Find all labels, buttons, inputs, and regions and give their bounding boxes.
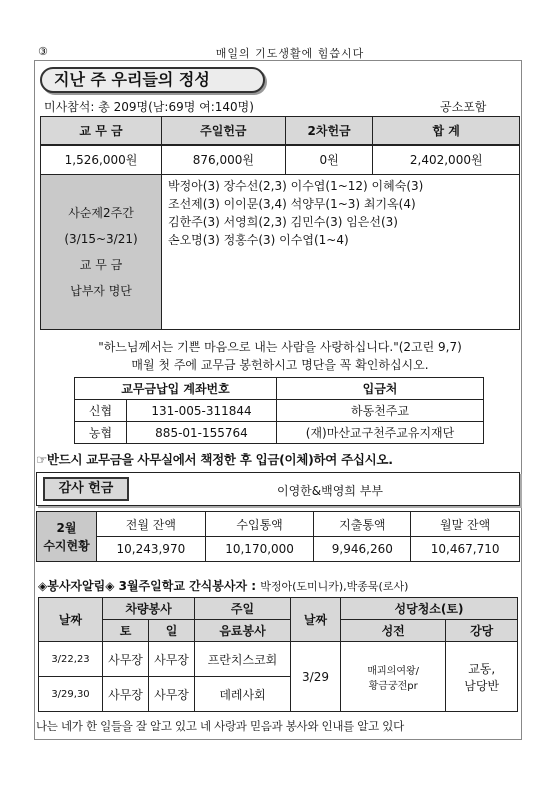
date-header: 날짜	[39, 598, 103, 642]
offering-header: 합 계	[373, 117, 520, 145]
bank-name: 농협	[75, 422, 127, 444]
finance-value: 10,467,710	[411, 537, 520, 562]
sunday-header: 주일	[195, 598, 291, 620]
finance-header: 수입통액	[205, 512, 314, 537]
finance-header-row	[37, 512, 520, 537]
donor-line: 손오명(3) 정홍수(3) 이수엽(1~4)	[168, 233, 349, 247]
account-number: 885-01-155764	[127, 422, 277, 444]
cleaning-hall-line: 교동,	[468, 661, 496, 676]
finance-value: 10,170,000	[205, 537, 314, 562]
volunteer-sun: 사무장	[149, 642, 195, 677]
cleaning-hall	[446, 642, 518, 712]
drinks-header: 음료봉사	[195, 620, 291, 642]
volunteer-drinks: 프란치스코회	[195, 642, 291, 677]
finance-header: 전월 잔액	[97, 512, 206, 537]
attendance-text: 미사참석: 총 209명(남:69명 여:140명)	[44, 100, 254, 114]
offering-value: 0원	[285, 145, 373, 175]
date-header-2: 날짜	[291, 598, 341, 642]
volunteer-sun: 사무장	[149, 677, 195, 712]
volunteer-drinks: 데레사회	[195, 677, 291, 712]
cleaning-date: 3/29	[291, 642, 341, 712]
donor-line: 김한주(3) 서영희(2,3) 김민수(3) 임은선(3)	[168, 215, 398, 229]
cleaning-header: 성당청소(토)	[341, 598, 518, 620]
thanksgiving-box	[36, 472, 520, 506]
quote-line: 매월 첫 주에 교무금 봉헌하시고 명단을 꼭 확인하십시오.	[131, 358, 429, 372]
volunteer-header-row	[39, 598, 518, 620]
offering-header: 주일헌금	[162, 117, 286, 145]
scripture-quote	[40, 338, 520, 374]
volunteer-heading-text: ◈봉사자알림◈ 3월주일학교 간식봉사자 :	[38, 579, 257, 593]
volunteer-subheader-row	[39, 620, 518, 642]
finance-month: 2월	[56, 520, 77, 535]
recipient-name: (재)마산교구천주교유지재단	[277, 422, 484, 444]
cleaning-sanctuary-line: 매괴의여왕/	[367, 665, 420, 677]
thanksgiving-donors: 이영한&백영희 부부	[277, 484, 383, 498]
recipient-name: 하동천주교	[277, 400, 484, 422]
sunday-sub-header: 일	[149, 620, 195, 642]
finance-value: 10,243,970	[97, 537, 206, 562]
recipient-header: 입금처	[277, 378, 484, 400]
footer-verse: 나는 네가 한 일들을 잘 알고 있고 네 사랑과 믿음과 봉사와 인내를 알고 있다	[36, 719, 404, 733]
cleaning-sanctuary-line: 황금궁전pr	[368, 680, 418, 692]
donor-label-line: 교 무 금	[79, 258, 123, 272]
offering-header: 교 무 금	[41, 117, 162, 145]
account-header: 교무금납입 계좌번호	[75, 378, 277, 400]
donor-label-line: 납부자 명단	[70, 284, 132, 298]
cleaning-sanctuary	[341, 642, 446, 712]
saturday-header: 토	[103, 620, 149, 642]
quote-line: "하느님께서는 기쁜 마음으로 내는 사람을 사랑하십니다."(2고린 9,7)	[98, 340, 462, 354]
hall-header: 강당	[446, 620, 518, 642]
page-header: 매일의 기도생활에 힘씁시다	[215, 47, 365, 60]
payment-warning: ☞반드시 교무금을 사무실에서 책정한 후 입금(이체)하여 주십시오.	[36, 452, 393, 467]
offering-value: 1,526,000원	[41, 145, 162, 175]
offering-header-row	[41, 117, 520, 145]
donor-line: 박정아(3) 장수선(2,3) 이수엽(1~12) 이혜숙(3)	[168, 179, 424, 193]
donor-label-line: 사순제2주간	[68, 206, 134, 220]
offering-value: 2,402,000원	[373, 145, 520, 175]
finance-table	[36, 511, 520, 562]
cleaning-hall-line: 남당반	[464, 678, 500, 693]
offering-table	[40, 116, 520, 330]
volunteer-heading-names: 박정아(도미니카),박종묵(로사)	[260, 580, 409, 593]
donor-line: 조선제(3) 이이문(3,4) 석양무(1~3) 최기옥(4)	[168, 197, 416, 211]
finance-row-label	[37, 512, 97, 562]
donor-row	[41, 175, 520, 330]
account-number: 131-005-311844	[127, 400, 277, 422]
finance-header: 월말 잔액	[411, 512, 520, 537]
account-row	[75, 422, 484, 444]
offering-value: 876,000원	[162, 145, 286, 175]
thanksgiving-label: 감사 헌금	[43, 477, 129, 501]
finance-header: 지출통액	[314, 512, 411, 537]
volunteer-date: 3/29,30	[39, 677, 103, 712]
finance-label: 수지현황	[43, 538, 90, 553]
sanctuary-header: 성전	[341, 620, 446, 642]
volunteer-sat: 사무장	[103, 642, 149, 677]
volunteer-heading	[38, 577, 408, 594]
volunteer-date: 3/22,23	[39, 642, 103, 677]
offering-values-row	[41, 145, 520, 175]
account-table	[74, 377, 484, 444]
volunteer-sat: 사무장	[103, 677, 149, 712]
attendance-note: 공소포함	[440, 100, 487, 114]
finance-value: 9,946,260	[314, 537, 411, 562]
volunteer-table	[38, 597, 518, 712]
donor-label-line: (3/15~3/21)	[64, 232, 138, 246]
bank-name: 신협	[75, 400, 127, 422]
donor-label	[41, 175, 162, 330]
volunteer-row	[39, 642, 518, 677]
section-title: 지난 주 우리들의 정성	[40, 67, 265, 93]
offering-header: 2차헌금	[285, 117, 373, 145]
account-header-row	[75, 378, 484, 400]
parking-header: 차량봉사	[103, 598, 195, 620]
account-row	[75, 400, 484, 422]
page-number: ③	[38, 45, 48, 58]
finance-values-row	[37, 537, 520, 562]
donor-list	[162, 175, 520, 330]
